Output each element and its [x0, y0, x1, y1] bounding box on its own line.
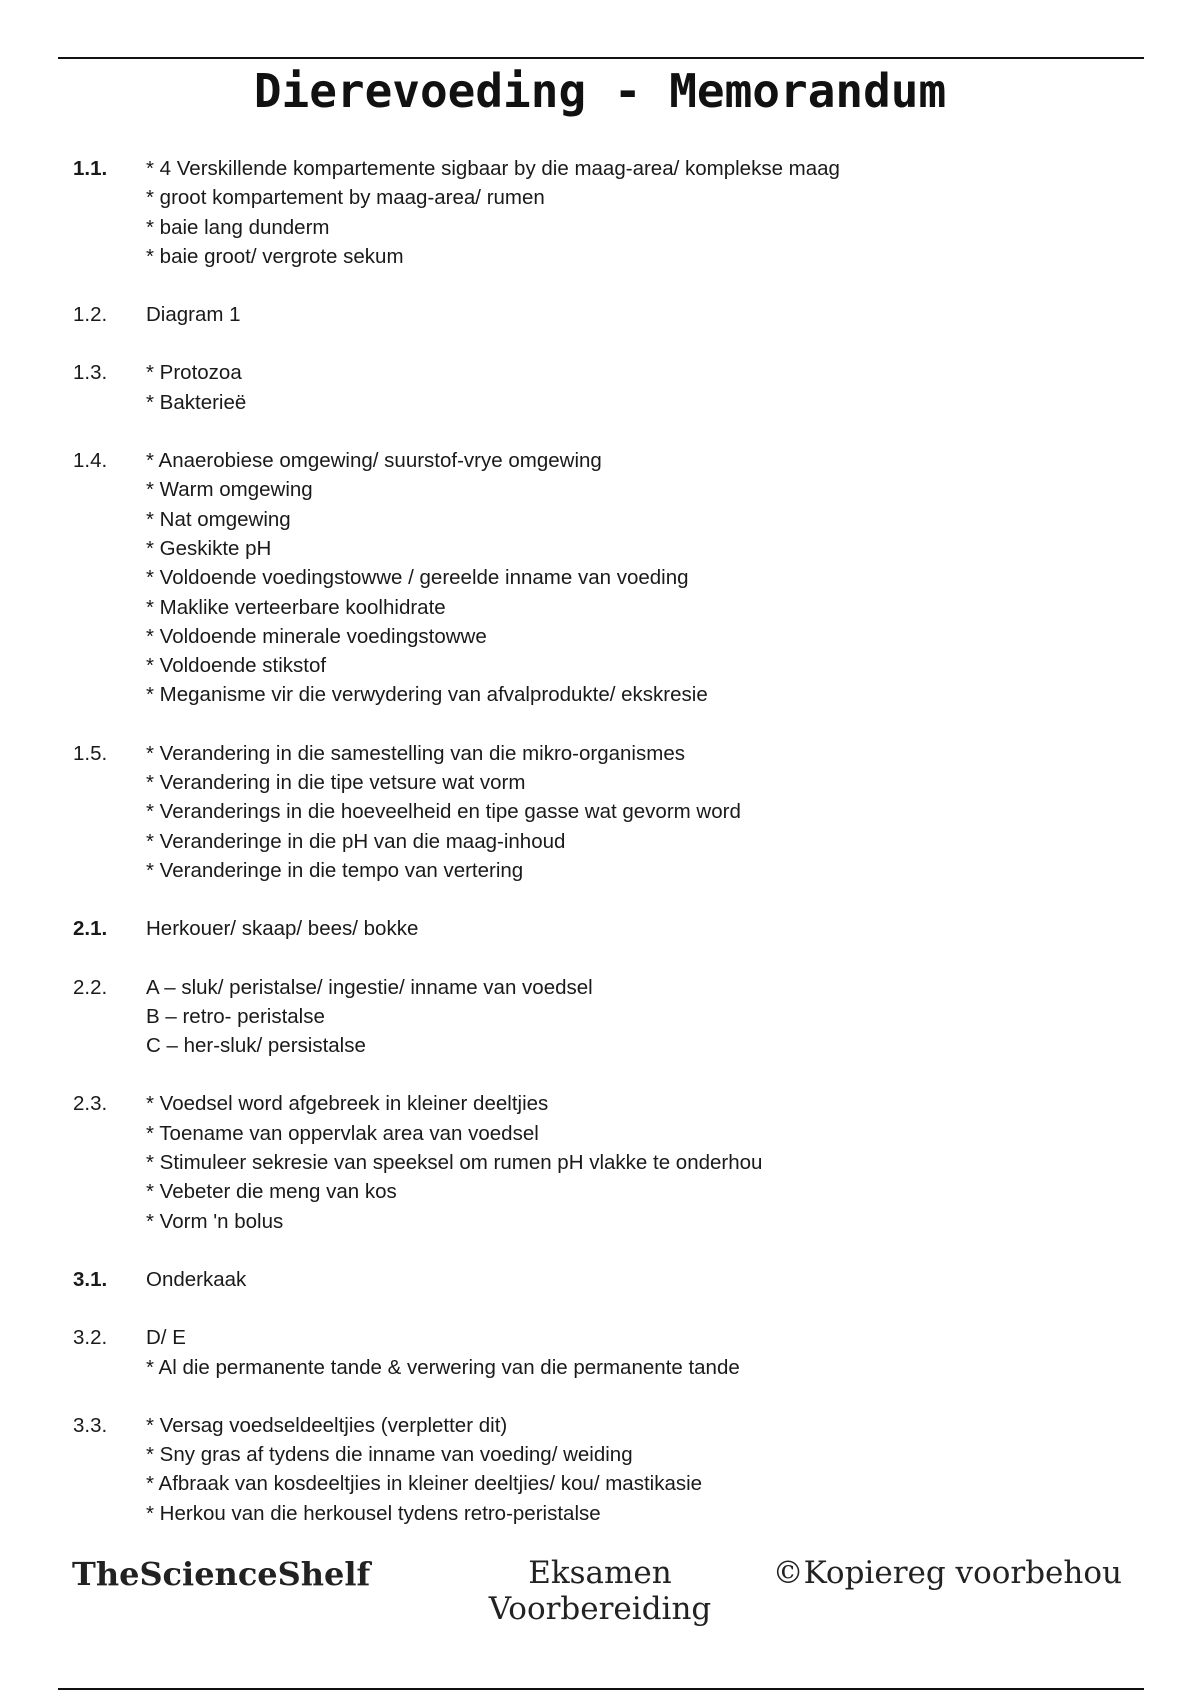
answer-lines	[146, 1265, 1133, 1294]
answer-lines	[146, 446, 1133, 710]
memorandum-answers	[73, 154, 1133, 1528]
question-block	[73, 1089, 1133, 1235]
answer-line: * Afbraak van kosdeeltjies in kleiner deeltjies/ kou/ mastikasie	[146, 1472, 703, 1496]
answer-line: * Nat omgewing	[146, 507, 291, 531]
answer-line: Diagram 1	[146, 303, 241, 327]
question-block	[73, 1323, 1133, 1382]
answer-lines	[146, 739, 1133, 885]
answer-line: * Voldoende voedingstowwe / gereelde inname van voeding	[146, 566, 689, 590]
answer-line: * Voldoende minerale voedingstowwe	[146, 624, 487, 648]
question-block	[73, 1411, 1133, 1528]
question-block	[73, 154, 1133, 271]
question-number: 1.2.	[73, 303, 108, 327]
answer-line: * Voldoende stikstof	[146, 654, 327, 678]
answer-line: * Sny gras af tydens die inname van voeding/ weiding	[146, 1443, 633, 1467]
bottom-rule	[58, 1688, 1144, 1690]
answer-line: * Veranderings in die hoeveelheid en tipe gasse wat gevorm word	[146, 800, 741, 824]
answer-line: * Versag voedseldeeltjies (verpletter dit)	[146, 1413, 508, 1437]
answer-lines	[146, 914, 1133, 943]
answer-line: * Warm omgewing	[146, 478, 313, 502]
question-number: 3.2.	[73, 1326, 108, 1350]
question-number: 1.3.	[73, 361, 108, 385]
answer-lines	[146, 154, 1133, 271]
footer-center-line-1: Eksamen	[528, 1555, 672, 1591]
answer-line: * Bakterieë	[146, 390, 247, 414]
answer-line: * Herkou van die herkousel tydens retro-peristalse	[146, 1501, 601, 1525]
answer-line: * baie lang dunderm	[146, 215, 330, 239]
answer-line: * Al die permanente tande & verwering van die permanente tande	[146, 1355, 740, 1379]
answer-lines	[146, 1089, 1133, 1235]
answer-line: * Stimuleer sekresie van speeksel om rumen pH vlakke te onderhou	[146, 1151, 763, 1175]
answer-line: D/ E	[146, 1326, 186, 1350]
question-number: 3.1.	[73, 1267, 108, 1291]
answer-line: * Toename van oppervlak area van voedsel	[146, 1121, 539, 1145]
question-number: 2.1.	[73, 917, 108, 941]
question-block	[73, 914, 1133, 943]
page-title: Dierevoeding - Memorandum	[253, 64, 947, 118]
answer-line: * groot kompartement by maag-area/ rumen	[146, 186, 545, 210]
question-block	[73, 973, 1133, 1061]
answer-lines	[146, 973, 1133, 1061]
answer-line: * Maklike verteerbare koolhidrate	[146, 595, 446, 619]
question-number: 1.5.	[73, 741, 108, 765]
question-block	[73, 300, 1133, 329]
answer-line: * Geskikte pH	[146, 536, 272, 560]
answer-line: * Veranderinge in die pH van die maag-inhoud	[146, 829, 566, 853]
question-block	[73, 739, 1133, 885]
answer-line: * Vorm 'n bolus	[146, 1209, 284, 1233]
footer	[0, 1555, 1200, 1635]
answer-lines	[146, 1411, 1133, 1528]
answer-line: * Voedsel word afgebreek in kleiner deeltjies	[146, 1092, 549, 1116]
answer-line: * baie groot/ vergrote sekum	[146, 244, 404, 268]
answer-lines	[146, 1323, 1133, 1382]
answer-line: * 4 Verskillende kompartemente sigbaar by die maag-area/ komplekse maag	[146, 157, 840, 180]
top-rule	[58, 57, 1144, 59]
answer-line: * Anaerobiese omgewing/ suurstof-vrye omgewing	[146, 449, 602, 473]
footer-brand: TheScienceShelf	[72, 1555, 371, 1593]
question-number: 1.1.	[73, 157, 108, 180]
footer-copyright: ©Kopiereg voorbehou	[772, 1555, 1122, 1591]
footer-center-line-2: Voorbereiding	[488, 1591, 712, 1627]
answer-line: * Verandering in die tipe vetsure wat vorm	[146, 771, 526, 795]
answer-lines	[146, 300, 1133, 329]
answer-lines	[146, 358, 1133, 417]
answer-line: * Protozoa	[146, 361, 242, 385]
answer-line: Onderkaak	[146, 1267, 247, 1291]
answer-line: * Meganisme vir die verwydering van afvalprodukte/ ekskresie	[146, 683, 708, 707]
answer-line: A – sluk/ peristalse/ ingestie/ inname van voedsel	[146, 975, 593, 999]
question-number: 2.3.	[73, 1092, 108, 1116]
answer-line: * Veranderinge in die tempo van vertering	[146, 858, 524, 882]
answer-line: Herkouer/ skaap/ bees/ bokke	[146, 917, 419, 941]
question-block	[73, 446, 1133, 710]
answer-line: * Vebeter die meng van kos	[146, 1180, 397, 1204]
footer-exam-prep	[450, 1555, 750, 1627]
question-number: 2.2.	[73, 975, 108, 999]
answer-line: C – her-sluk/ persistalse	[146, 1034, 366, 1058]
question-number: 3.3.	[73, 1413, 108, 1437]
question-block	[73, 358, 1133, 417]
question-number: 1.4.	[73, 449, 108, 473]
answer-line: B – retro- peristalse	[146, 1004, 325, 1028]
answer-line: * Verandering in die samestelling van die mikro-organismes	[146, 741, 685, 765]
question-block	[73, 1265, 1133, 1294]
